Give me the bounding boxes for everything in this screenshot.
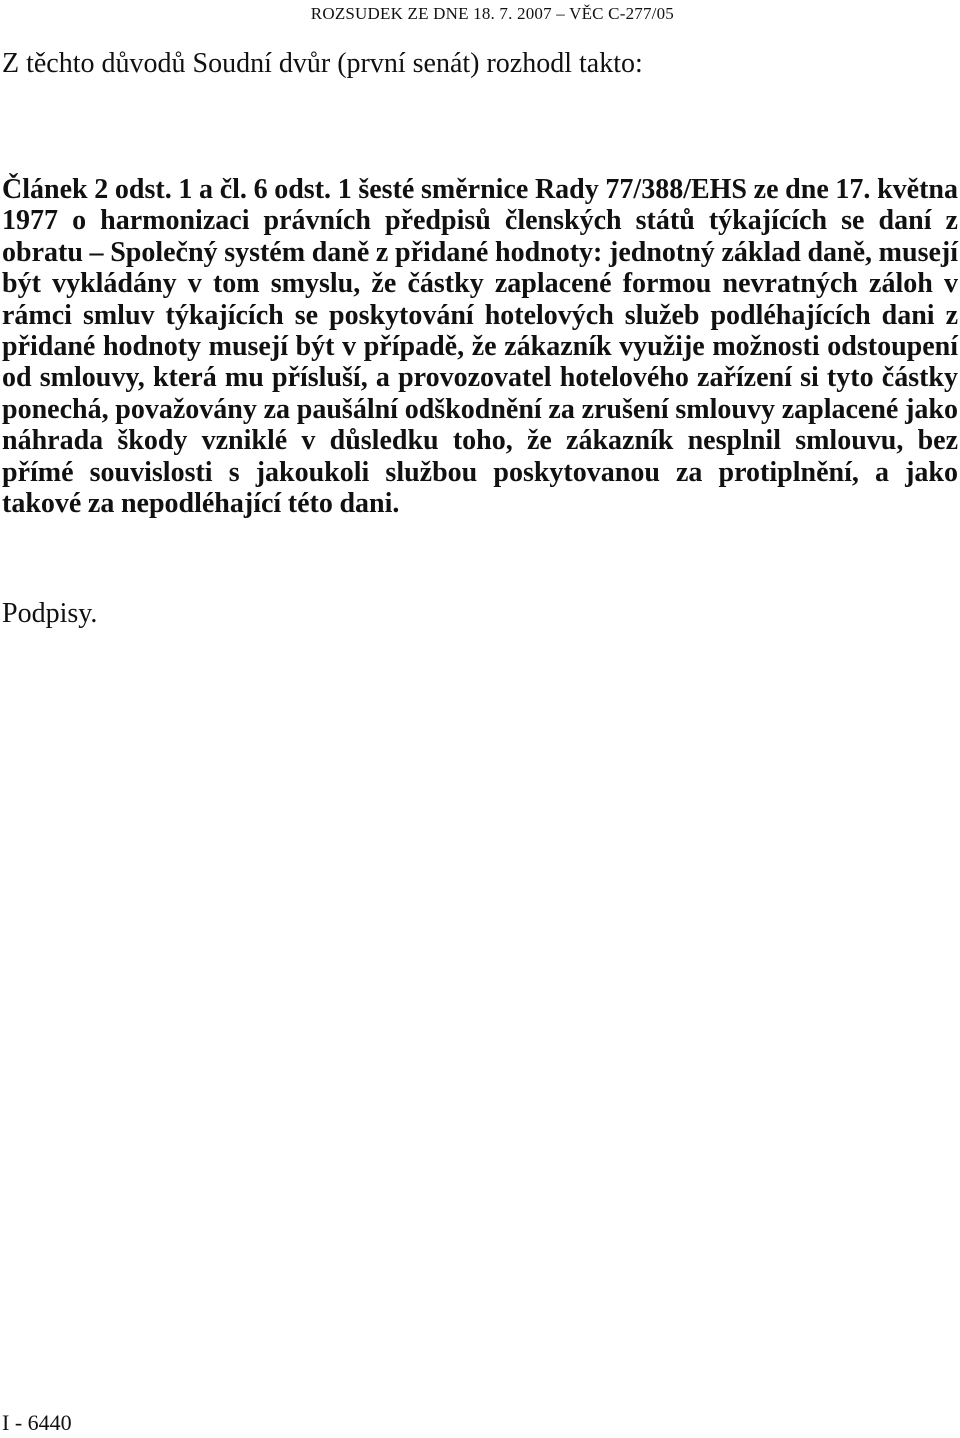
operative-ruling: Článek 2 odst. 1 a čl. 6 odst. 1 šesté směrnice Rady 77/388/EHS ze dne 17. května 1977 o harmonizaci právních předpisů členských států týkajících se daní z obratu – Společný systém daně z přidané hodnoty: jednotný základ daně, musejí být vykládány v tom smyslu, že částky zaplacené formou nevratných záloh v rámci smluv týkajících se poskytování hotelových služeb podléhajících dani z přidané hodnoty musejí být v případě, že zákazník využije možnosti odstoupení od smlouvy, která mu přísluší, a provozovatel hotelového zařízení si tyto částky ponechá, považovány za paušální odškodnění za zrušení smlouvy zaplacené jako náhrada škody vzniklé v důsledku toho, že zákazník nesplnil smlouvu, bez přímé souvislosti s jakoukoli službou poskytovanou za protiplnění, a jako takové za nepodléhající této dani. bbox=[2, 174, 958, 520]
signatures: Podpisy. bbox=[2, 598, 98, 629]
page-number: I - 6440 bbox=[2, 1410, 72, 1435]
running-header: ROZSUDEK ZE DNE 18. 7. 2007 – VĚC C-277/05 bbox=[310, 4, 674, 23]
operative-intro: Z těchto důvodů Soudní dvůr (první senát) rozhodl takto: bbox=[2, 48, 643, 79]
